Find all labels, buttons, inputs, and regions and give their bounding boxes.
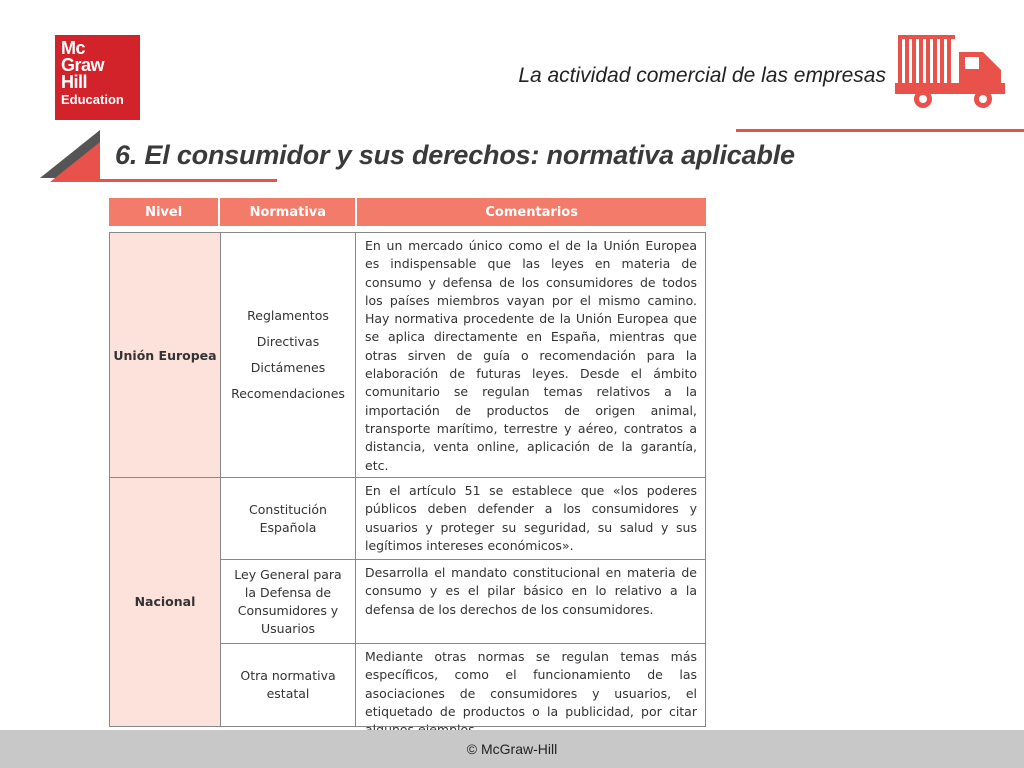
level-union-europea: Unión Europea [110,233,220,478]
normativa-cell: Otra normativa estatal [221,644,356,726]
header-comentarios: Comentarios [485,204,578,220]
table-body [109,232,706,727]
table-rows [221,233,705,726]
comentario-cell: Mediante otras normas se regulan temas más específicos, como el funcionamiento de las asociaciones de consumidores y usuarios, el etiquetado de productos o la publicidad, por citar [365,649,697,719]
table-row [221,560,705,644]
normativa-cell: Constitución Española [221,478,356,559]
header-nivel: Nivel [109,198,220,226]
comentario-cell: Desarrolla el mandato constitucional en materia de consumo y es el pilar básico en lo relativo a la defensa de los derechos de los consumidores. [365,565,697,617]
logo-line-2: Graw [61,55,105,75]
normativa-cell [221,233,356,477]
page-title: 6. El consumidor y sus derechos: normativa aplicable [115,140,795,170]
title-corner-decoration [40,130,104,182]
mcgraw-hill-logo [55,35,140,120]
comentario-cell: En el artículo 51 se establece que «los poderes públicos deben defender a los consumidores y usuarios y proteger su seguridad, su salud y sus legítimos intereses económicos». [365,483,697,553]
table-row [221,644,705,726]
subject-title: La actividad comercial de las empresas [518,64,886,87]
footer-bar [0,730,1024,768]
header-normativa: Normativa [220,198,357,226]
copyright-text: © McGraw-Hill [466,741,558,757]
level-column [110,233,221,726]
truck-icon [893,32,1008,112]
logo-line-3: Hill [61,72,88,92]
comentario-cell: En un mercado único como el de la Unión Europea es indispensable que las leyes en materia de consumo y defensa de los consumidores de todos los países miembros vayan por el mismo camino. Hay normativa procedente de la Unión Europea que se aplica directamente en España, mientras que otras sirven de guía o recomendación para la elaboración de futuras leyes. Desde el ámbito comunitario se regulan temas relativos a la importación de productos de origen animal, transporte marítimo, terrestre y aéreo, contratos a distancia, venta online, aplicación de la garantía, etc. [365,238,697,473]
normativa-cell: Ley General para la Defensa de Consumidores y Usuarios [221,560,356,643]
table-row [221,233,705,478]
table-header [109,198,706,226]
title-underline [100,179,277,182]
normativa-table [109,198,706,727]
table-row [221,478,705,560]
normativa-item: Dictámenes [250,360,326,375]
logo-line-4: Education [61,92,124,107]
header-divider [736,129,1024,132]
normativa-item: Recomendaciones [231,386,345,401]
normativa-item: Directivas [256,334,320,349]
logo-line-1: Mc [61,38,86,58]
normativa-item: Reglamentos [247,308,329,323]
level-nacional: Nacional [134,593,196,609]
